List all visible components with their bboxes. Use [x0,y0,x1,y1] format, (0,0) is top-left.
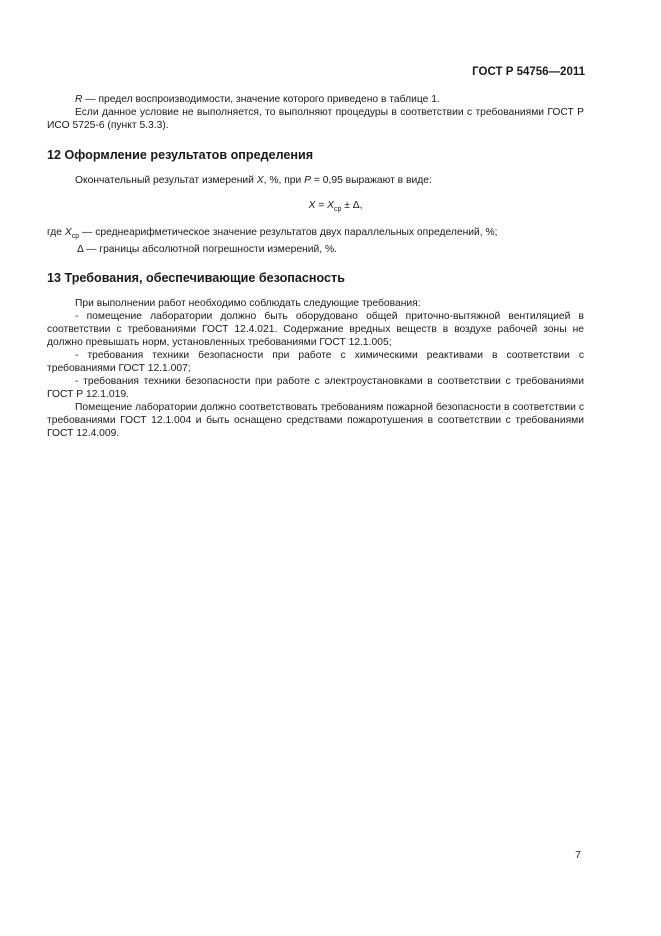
result-p: P [304,175,312,186]
result-text-a: Окончательный результат измерений [75,175,257,186]
requirement-electrical: - требования техники безопасности при работе с электроустановками в соответствии с требованиями ГОСТ Р 12.1.019. [47,376,584,401]
section-12-heading: 12 Оформление результатов определения [47,148,314,162]
page-content [47,93,584,440]
where-prefix: где [47,227,65,239]
where-line-2: Δ — границы абсолютной погрешности измерений, %. [77,244,337,256]
result-x: X [256,175,264,186]
where-block [47,226,584,256]
condition-paragraph: Если данное условие не выполняется, то выполняют процедуры в соответствии с требованиями ГОСТ Р ИСО 5725-6 (пункт 5.3.3). [47,107,584,131]
result-formula [87,199,584,216]
formula-eq: = [315,200,328,211]
requirements-intro: При выполнении работ необходимо соблюдать следующие требования: [75,298,421,310]
formula-xcp: X [327,200,334,211]
where-x: X [64,227,72,239]
page-number: 7 [575,849,581,861]
where-sub: ср [71,233,80,241]
formula-rest: ± Δ, [341,200,363,211]
standard-id-header: ГОСТ Р 54756—2011 [472,66,585,78]
result-paragraph [47,174,584,187]
where-def-1: — среднеарифметическое значение результатов двух параллельных определений, %; [79,227,498,239]
formula-sub: ср [333,206,342,214]
where-line-1 [47,226,584,243]
requirement-ventilation: - помещение лаборатории должно быть оборудовано общей приточно-вытяжной вентиляцией в соответствии с требованиями ГОСТ 12.4.021. Содержание вредных веществ в воздухе рабочей зоны не должно превышать норм, установленных требованиями ГОСТ 12.1.005; [47,311,584,349]
requirement-chemicals: - требования техники безопасности при работе с химическими реактивами в соответствии с требованиями ГОСТ 12.1.007; [47,350,584,375]
requirement-fire-safety: Помещение лаборатории должно соответствовать требованиям пожарной безопасности в соответствии с требованиями ГОСТ 12.1.004 и быть оснащено средствами пожаротушения в соответствии с требованиями ГОСТ 12.4.009. [47,402,584,440]
r-definition [47,93,584,106]
r-symbol: R [75,94,83,105]
section-13-heading: 13 Требования, обеспечивающие безопасность [47,271,345,286]
formula-x: X [308,200,316,211]
result-text-b: , %, при [263,175,305,186]
r-definition-text: — предел воспроизводимости, значение которого приведено в таблице 1. [82,94,440,105]
result-text-c: = 0,95 выражают в виде: [311,175,432,186]
